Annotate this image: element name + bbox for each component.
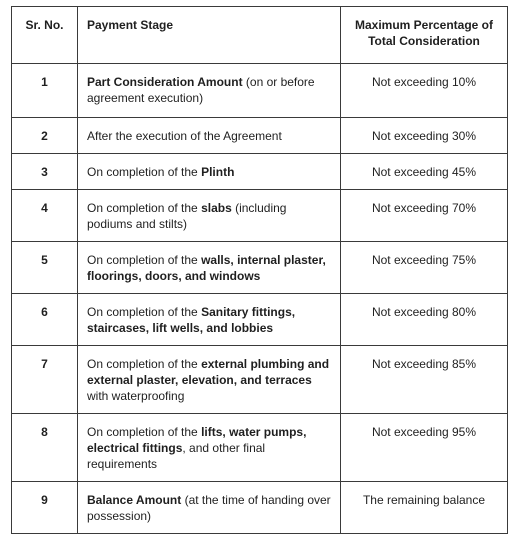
- stage-text: On completion of the: [87, 305, 202, 319]
- table-row: [12, 482, 508, 534]
- table-header-row: [12, 7, 508, 64]
- payment-schedule-table: [11, 6, 508, 534]
- stage-text: On completion of the: [87, 201, 202, 215]
- row-sr-no: 6: [12, 294, 78, 346]
- row-max-percentage: Not exceeding 30%: [341, 118, 508, 154]
- row-sr-no: 8: [12, 414, 78, 482]
- stage-text-bold: Balance Amount: [87, 493, 182, 507]
- table-row: [12, 190, 508, 242]
- table-row: [12, 242, 508, 294]
- stage-text: , and other final requirements: [87, 441, 266, 471]
- stage-text-bold: external plumbing and external plaster, elevation, and terraces: [87, 357, 330, 387]
- table-body: [12, 64, 508, 534]
- table-row: [12, 346, 508, 414]
- row-sr-no: 4: [12, 190, 78, 242]
- row-sr-no: 2: [12, 118, 78, 154]
- row-sr-no: 5: [12, 242, 78, 294]
- row-payment-stage: [78, 414, 341, 482]
- table-row: [12, 294, 508, 346]
- payment-schedule: [11, 6, 508, 534]
- stage-text: (including podiums and stilts): [87, 201, 287, 231]
- stage-text-bold: Plinth: [201, 165, 235, 179]
- stage-text-bold: Part Consideration Amount: [87, 75, 243, 89]
- row-max-percentage: Not exceeding 10%: [341, 64, 508, 118]
- header-payment-stage: Payment Stage: [78, 7, 341, 64]
- row-payment-stage: [78, 482, 341, 534]
- stage-text: with waterproofing: [87, 389, 185, 403]
- table-row: [12, 118, 508, 154]
- row-sr-no: 9: [12, 482, 78, 534]
- row-max-percentage: Not exceeding 80%: [341, 294, 508, 346]
- row-payment-stage: [78, 154, 341, 190]
- row-payment-stage: [78, 64, 341, 118]
- stage-text: On completion of the: [87, 425, 202, 439]
- stage-text: (at the time of handing over possession): [87, 493, 331, 523]
- row-payment-stage: [78, 294, 341, 346]
- stage-text: After the execution of the Agreement: [87, 129, 282, 143]
- row-payment-stage: [78, 346, 341, 414]
- row-payment-stage: [78, 242, 341, 294]
- row-sr-no: 3: [12, 154, 78, 190]
- row-max-percentage: Not exceeding 85%: [341, 346, 508, 414]
- stage-text: On completion of the: [87, 253, 202, 267]
- header-max-percentage: Maximum Percentage of Total Consideration: [341, 7, 508, 64]
- stage-text-bold: lifts, water pumps, electrical fittings: [87, 425, 307, 455]
- row-max-percentage: Not exceeding 75%: [341, 242, 508, 294]
- row-sr-no: 1: [12, 64, 78, 118]
- stage-text-bold: slabs: [201, 201, 232, 215]
- stage-text-bold: walls, internal plaster, floorings, doors, and windows: [87, 253, 326, 283]
- row-payment-stage: [78, 190, 341, 242]
- row-max-percentage: Not exceeding 45%: [341, 154, 508, 190]
- row-payment-stage: [78, 118, 341, 154]
- table-row: [12, 414, 508, 482]
- row-sr-no: 7: [12, 346, 78, 414]
- header-sr-no: Sr. No.: [12, 7, 78, 64]
- stage-text-bold: Sanitary fittings, staircases, lift wells, and lobbies: [87, 305, 296, 335]
- row-max-percentage: Not exceeding 70%: [341, 190, 508, 242]
- row-max-percentage: The remaining balance: [341, 482, 508, 534]
- table-row: [12, 64, 508, 118]
- stage-text: On completion of the: [87, 357, 202, 371]
- stage-text: On completion of the: [87, 165, 202, 179]
- table-row: [12, 154, 508, 190]
- row-max-percentage: Not exceeding 95%: [341, 414, 508, 482]
- stage-text: (on or before agreement execution): [87, 75, 315, 105]
